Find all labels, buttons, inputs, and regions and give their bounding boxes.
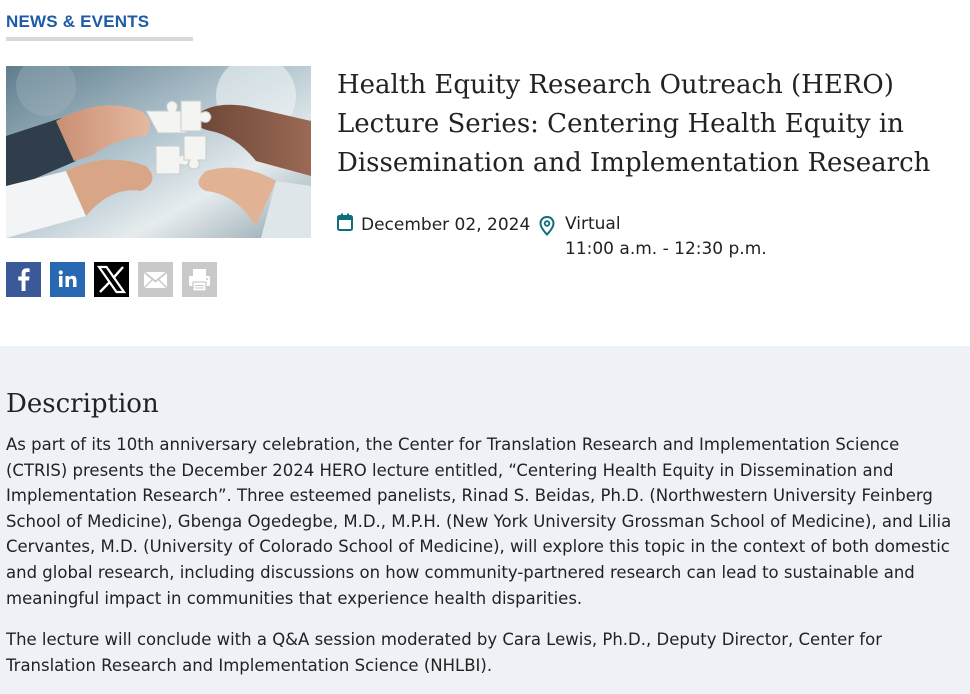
calendar-icon xyxy=(337,213,353,236)
event-time-text: 11:00 a.m. - 12:30 p.m. xyxy=(565,239,767,259)
puzzle-hands-photo xyxy=(6,66,311,238)
share-linkedin-button[interactable] xyxy=(50,262,85,297)
linkedin-icon xyxy=(50,262,85,297)
share-x-button[interactable] xyxy=(94,262,129,297)
event-date-text: December 02, 2024 xyxy=(361,214,531,235)
description-paragraph: The lecture will conclude with a Q&A session moderated by Cara Lewis, Ph.D., Deputy Director, Center for Translation Research and Implementation Science (NHLBI). xyxy=(6,630,882,675)
section-label: NEWS & EVENTS xyxy=(6,12,150,31)
description-heading: Description xyxy=(6,389,159,419)
share-facebook-button[interactable] xyxy=(6,262,41,297)
facebook-icon xyxy=(6,262,41,297)
x-icon xyxy=(94,262,129,297)
description-paragraph: As part of its 10th anniversary celebration, the Center for Translation Research and Implementation Science (CTRIS) presents the December 2024 HERO lecture entitled, “Centering Health Equity in Dissemination and Implementation Research”. Three esteemed panelists, Rinad S. Beidas, Ph.D. (Northwestern University Feinberg School of Medicine), Gbenga Ogedegbe, M.D., M.P.H. (New York University Grossman School of Medicine), and Lilia Cervantes, M.D. (University of Colorado School of Medicine), will explore this topic in the context of both domestic and global research, including discussions on how community-partnered research can lead to sustainable and meaningful impact in communities that experience health disparities. xyxy=(6,435,952,608)
event-location xyxy=(539,213,767,262)
section-divider xyxy=(6,37,193,41)
event-location-text: Virtual xyxy=(565,214,621,234)
event-title: Health Equity Research Outreach (HERO) Lecture Series: Centering Health Equity in Dissemination and Implementation Research xyxy=(337,70,931,178)
print-icon xyxy=(182,262,217,297)
share-bar xyxy=(6,262,217,297)
share-print-button[interactable] xyxy=(182,262,217,297)
email-icon xyxy=(138,262,173,297)
location-pin-icon xyxy=(539,213,555,244)
event-image xyxy=(6,66,311,238)
event-date xyxy=(337,213,530,236)
share-email-button[interactable] xyxy=(138,262,173,297)
